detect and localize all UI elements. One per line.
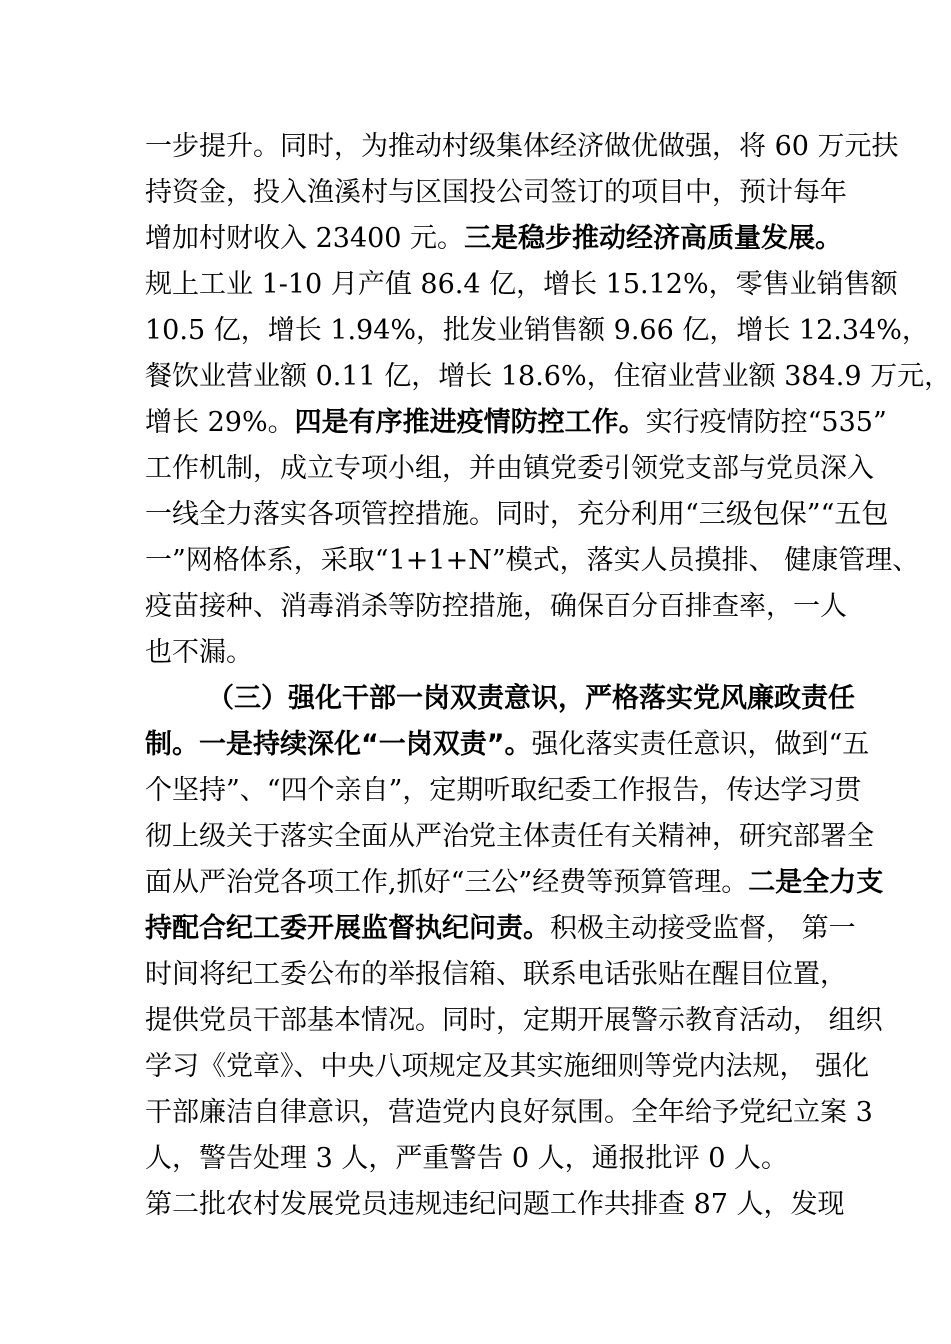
text-run: 个坚持”、“四个亲自”，定期听取纪委工作报告，传达学习贯 [145, 775, 862, 806]
text-run: 学习《党章》、中央八项规定及其实施细则等党内法规， 强化 [145, 1051, 870, 1082]
text-line [145, 262, 898, 308]
text-line [145, 860, 884, 906]
text-run: 提供党员干部基本情况。同时，定期开展警示教育活动， 组织 [145, 1005, 883, 1036]
text-run: 强化落实责任意识，做到“五 [531, 729, 870, 760]
text-line [145, 906, 856, 952]
text-line [145, 170, 845, 216]
text-line [145, 676, 855, 722]
text-line [145, 1136, 845, 1182]
bold-text-run: 三是稳步推动经济高质量发展。 [464, 223, 843, 254]
bold-text-run: （三）强化干部一岗双责意识，严格落实党风廉政责任 [207, 683, 855, 714]
text-run: 时间将纪工委公布的举报信箱、联系电话张贴在醒目位置， [145, 959, 847, 990]
bold-text-run: 四是有序推进疫情防控工作。 [294, 407, 646, 438]
text-line [145, 630, 845, 676]
bold-text-run: 二是全力支 [748, 867, 884, 898]
text-line [145, 998, 883, 1044]
text-run: 实行疫情防控“535” [645, 407, 887, 438]
text-run: 一”网格体系，采取“1+1+N”模式，落实人员摸排、 健康管理、 [145, 545, 920, 576]
text-run: 持资金，投入渔溪村与区国投公司签订的项目中，预计每年 [145, 177, 847, 208]
text-run: 积极主动接受监督， 第一 [550, 913, 856, 944]
text-line [145, 308, 929, 354]
text-run: 10.5 亿，增长 1.94%，批发业销售额 9.66 亿，增长 12.34%， [145, 315, 929, 346]
text-run: 增加村财收入 23400 元。 [145, 223, 465, 254]
text-line [145, 538, 920, 584]
text-line [145, 584, 845, 630]
bold-text-run: 持配合纪工委开展监督执纪问责。 [145, 913, 550, 944]
text-line [145, 492, 889, 538]
text-run: 工作机制，成立专项小组，并由镇党委引领党支部与党员深入 [145, 453, 874, 484]
text-run: 人，警告处理 3 人，严重警告 0 人，通报批评 0 人。 [145, 1143, 789, 1174]
text-line [145, 1044, 870, 1090]
text-line [145, 216, 845, 262]
text-line [145, 124, 899, 170]
text-run: 增长 29%。 [145, 407, 295, 438]
text-run: 干部廉洁自律意识，营造党内良好氛围。全年给予党纪立案 3 [145, 1097, 873, 1128]
text-run: 疫苗接种、消毒消杀等防控措施，确保百分百排查率，一人 [145, 591, 847, 622]
text-run: 餐饮业营业额 0.11 亿，增长 18.6%，住宿业营业额 384.9 万元， [145, 361, 951, 392]
text-run: 规上工业 1-10 月产值 86.4 亿，增长 15.12%，零售业销售额 [145, 269, 898, 300]
text-line [145, 1182, 845, 1228]
text-line [145, 722, 870, 768]
text-run: 一步提升。同时，为推动村级集体经济做优做强，将 60 万元扶 [145, 131, 899, 162]
text-run: 彻上级关于落实全面从严治党主体责任有关精神，研究部署全 [145, 821, 874, 852]
text-line [145, 1090, 873, 1136]
body-text [145, 124, 951, 1228]
text-run: 第二批农村发展党员违规违纪问题工作共排查 87 人，发现 [145, 1189, 845, 1220]
text-line [145, 446, 874, 492]
text-run: 面从严治党各项工作,抓好“三公”经费等预算管理。 [145, 867, 749, 898]
text-line [145, 354, 951, 400]
text-run: 一线全力落实各项管控措施。同时，充分利用“三级包保”“五包 [145, 499, 889, 530]
text-line [145, 952, 845, 998]
bold-text-run: 制。一是持续深化“一岗双责”。 [145, 729, 532, 760]
text-line [145, 768, 862, 814]
text-line [145, 814, 874, 860]
text-run: 也不漏。 [145, 637, 253, 668]
text-line [145, 400, 887, 446]
